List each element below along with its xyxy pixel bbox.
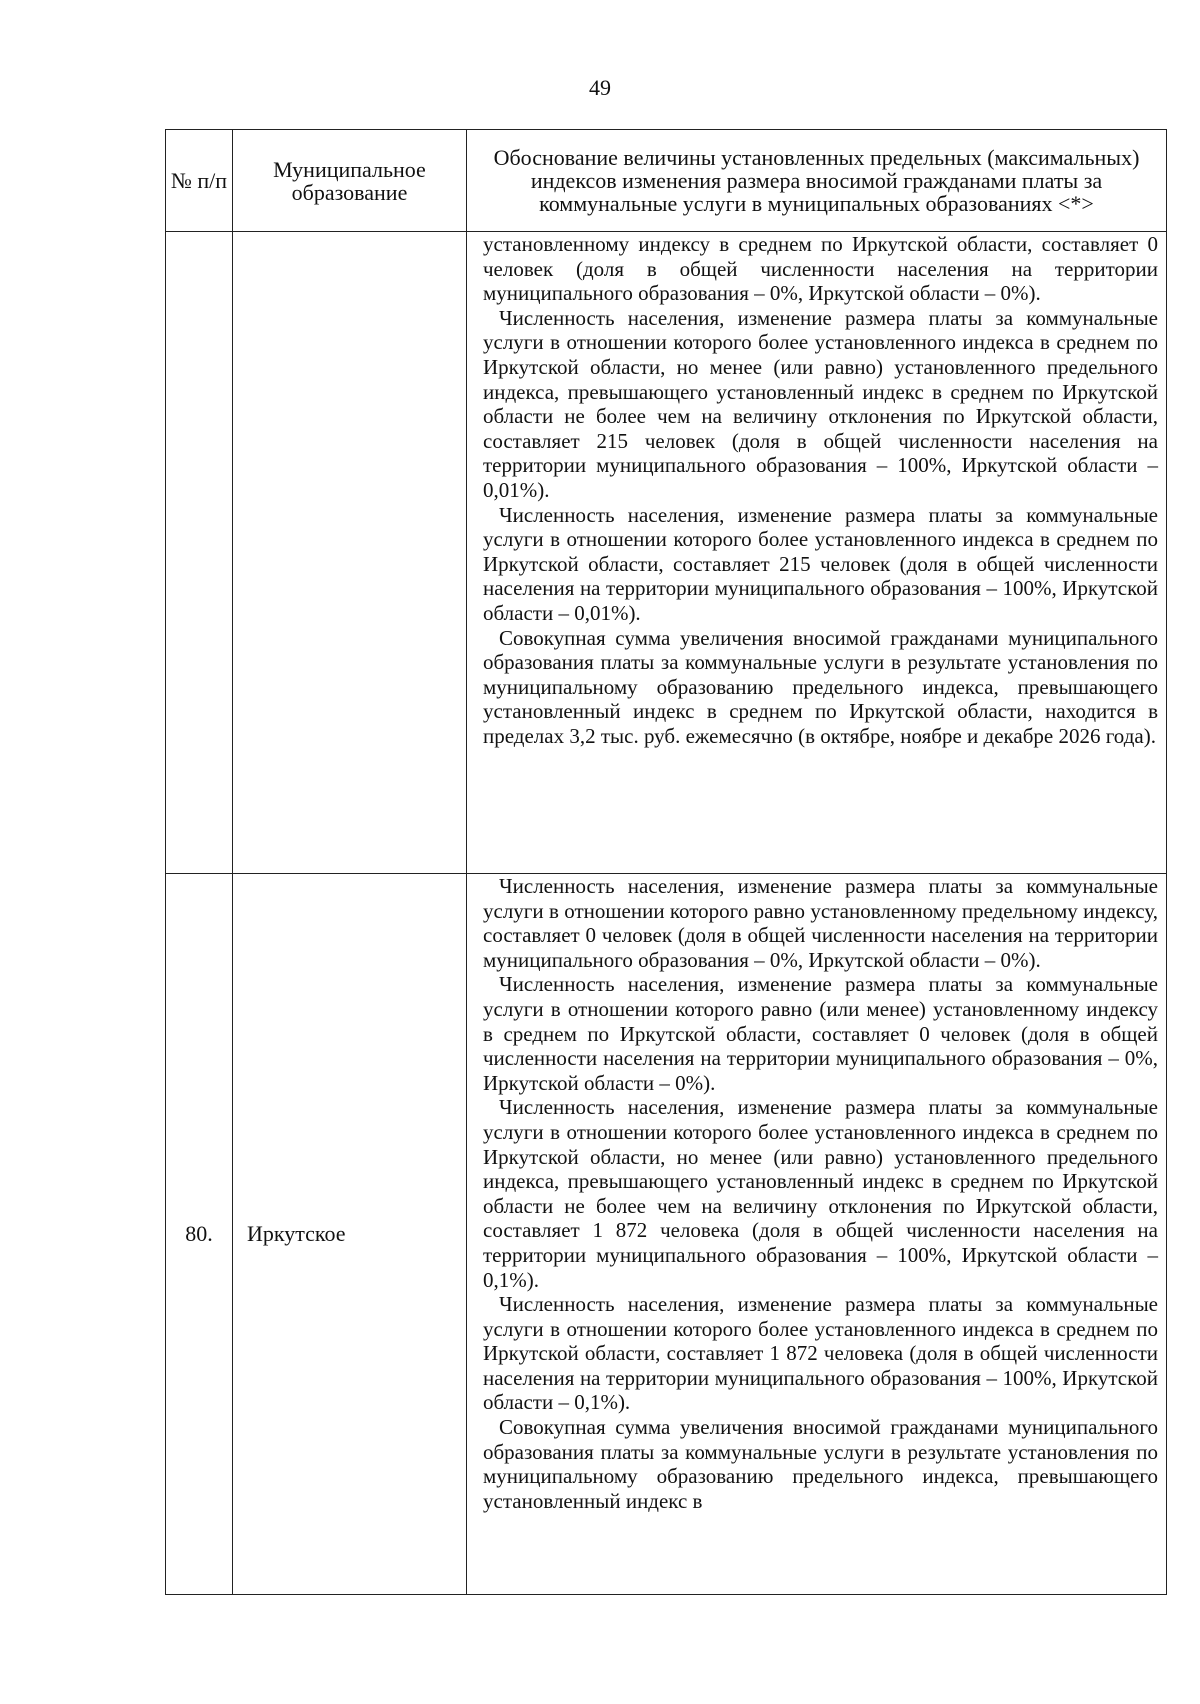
page-number: 49 xyxy=(589,75,611,100)
table-header-row xyxy=(166,130,1167,232)
row-justification xyxy=(467,874,1167,1595)
row-municipality xyxy=(233,232,467,874)
paragraph: Численность населения, изменение размера платы за коммунальные услуги в отношении которого равно установленному предельному индексу, составляет 0 человек (доля в общей численности населения на территории муниципального образования – 0%, Иркутской области – 0%). xyxy=(483,874,1158,972)
table-row xyxy=(166,874,1167,1595)
header-num: № п/п xyxy=(166,130,233,232)
header-justification: Обоснование величины установленных предельных (максимальных) индексов изменения размера вносимой гражданами платы за коммунальные услуги в муниципальных образованиях <*> xyxy=(467,130,1167,232)
paragraph: Численность населения, изменение размера платы за коммунальные услуги в отношении которого более установленного индекса в среднем по Иркутской области, составляет 215 человек (доля в общей численности населения на территории муниципального образования – 100%, Иркутской области – 0,01%). xyxy=(483,502,1158,625)
paragraph: Совокупная сумма увеличения вносимой гражданами муниципального образования платы за коммунальные услуги в результате установления по муниципальному образованию предельного индекса, превышающего установленный индекс в среднем по Иркутской области, находится в пределах 3,2 тыс. руб. ежемесячно (в октябре, ноябре и декабре 2026 года). xyxy=(483,625,1158,748)
paragraph: установленному индексу в среднем по Иркутской области, составляет 0 человек (доля в общей численности населения на территории муниципального образования – 0%, Иркутской области – 0%). xyxy=(483,232,1158,306)
row-municipality: Иркутское xyxy=(233,874,467,1595)
paragraph: Численность населения, изменение размера платы за коммунальные услуги в отношении которого более установленного индекса в среднем по Иркутской области, но менее (или равно) установленного предельного индекса, превышающего установленный индекс в среднем по Иркутской области не более чем на величину отклонения по Иркутской области, составляет 215 человек (доля в общей численности населения на территории муниципального образования – 100%, Иркутской области – 0,01%). xyxy=(483,305,1158,502)
paragraph: Численность населения, изменение размера платы за коммунальные услуги в отношении которого более установленного индекса в среднем по Иркутской области, но менее (или равно) установленного предельного индекса, превышающего установленный индекс в среднем по Иркутской области не более чем на величину отклонения по Иркутской области, составляет 1 872 человека (доля в общей численности населения на территории муниципального образования – 100%, Иркутской области – 0,1%). xyxy=(483,1095,1158,1292)
table-row xyxy=(166,232,1167,874)
paragraph: Численность населения, изменение размера платы за коммунальные услуги в отношении которого равно (или менее) установленному индексу в среднем по Иркутской области, составляет 0 человек (доля в общей численности населения на территории муниципального образования – 0%, Иркутской области – 0%). xyxy=(483,972,1158,1095)
row-justification xyxy=(467,232,1167,874)
paragraph: Совокупная сумма увеличения вносимой гражданами муниципального образования платы за коммунальные услуги в результате установления по муниципальному образованию предельного индекса, превышающего установленный индекс в xyxy=(483,1415,1158,1513)
row-num: 80. xyxy=(166,874,233,1595)
paragraph: Численность населения, изменение размера платы за коммунальные услуги в отношении которого более установленного индекса в среднем по Иркутской области, составляет 1 872 человека (доля в общей численности населения на территории муниципального образования – 100%, Иркутской области – 0,1%). xyxy=(483,1292,1158,1415)
justification-table xyxy=(165,129,1167,1595)
row-num xyxy=(166,232,233,874)
header-municipality: Муниципальное образование xyxy=(233,130,467,232)
